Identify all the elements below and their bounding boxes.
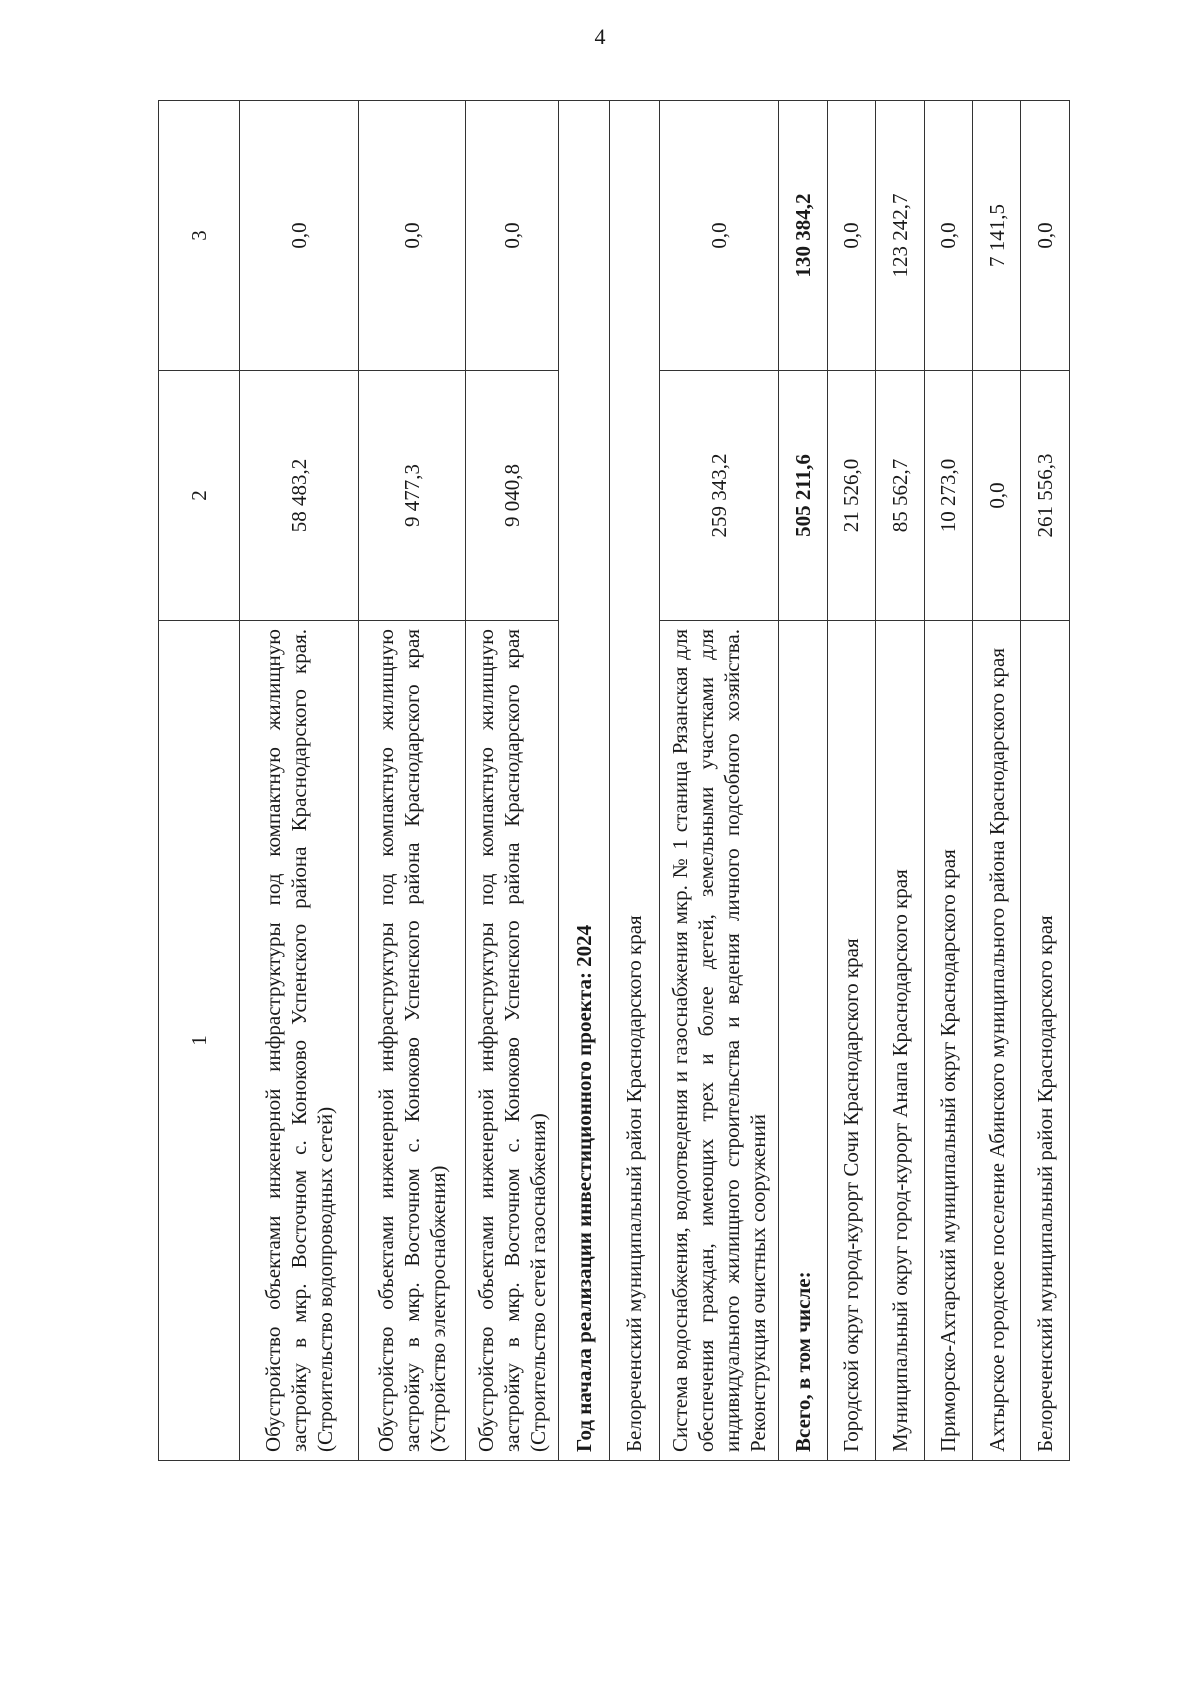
row-col2: 9 040,8 [466, 371, 559, 621]
section-row [609, 101, 659, 1461]
row-col2: 259 343,2 [660, 371, 779, 621]
row-name: Приморско-Ахтарский муниципальный округ Краснодарского края [924, 621, 972, 1461]
row-col3: 0,0 [359, 101, 466, 371]
table-row [827, 101, 875, 1461]
header-col-2: 2 [159, 371, 240, 621]
header-col-1: 1 [159, 621, 240, 1461]
row-col2: 9 477,3 [359, 371, 466, 621]
table-row [1021, 101, 1070, 1461]
table-row [466, 101, 559, 1461]
row-name: Муниципальный округ город-курорт Анапа Краснодарского края [876, 621, 924, 1461]
row-name: Городской округ город-курорт Сочи Краснодарского края [827, 621, 875, 1461]
table-row [240, 101, 359, 1461]
row-name: Обустройство объектами инженерной инфраструктуры под компактную жилищную застройку в мкр. Восточном с. Коноково Успенского района Краснодарского края (Устройство электроснабжения) [359, 621, 466, 1461]
row-col2: 261 556,3 [1021, 371, 1070, 621]
row-col2: 85 562,7 [876, 371, 924, 621]
table-row [876, 101, 924, 1461]
row-name: Ахтырское городское поселение Абинского муниципального района Краснодарского края [972, 621, 1020, 1461]
row-name: Белореченский муниципальный район Краснодарского края [1021, 621, 1070, 1461]
budget-table [158, 100, 1070, 1461]
row-name: Обустройство объектами инженерной инфраструктуры под компактную жилищную застройку в мкр. Восточном с. Коноково Успенского района Краснодарского края. (Строительство водопроводных сетей) [240, 621, 359, 1461]
row-col2: 58 483,2 [240, 371, 359, 621]
table-row [924, 101, 972, 1461]
rotated-table-frame [158, 101, 1070, 1461]
table-row [359, 101, 466, 1461]
row-col2: 10 273,0 [924, 371, 972, 621]
row-col2: 0,0 [972, 371, 1020, 621]
table-row [660, 101, 779, 1461]
row-col3: 0,0 [660, 101, 779, 371]
row-col3: 0,0 [827, 101, 875, 371]
row-name: Система водоснабжения, водоотведения и газоснабжения мкр. № 1 станица Рязанская для обеспечения граждан, имеющих трех и более детей, земельными участками для индивидуального жилищного строительства и ведения личного подсобного хозяйства. Реконструкция очистных сооружений [660, 621, 779, 1461]
header-col-3: 3 [159, 101, 240, 371]
section-title: Год начала реализации инвестиционного проекта: 2024 [559, 101, 609, 1461]
row-col3: 0,0 [466, 101, 559, 371]
header-row [159, 101, 240, 1461]
row-col3: 0,0 [1021, 101, 1070, 371]
total-col3: 130 384,2 [779, 101, 827, 371]
total-row [779, 101, 827, 1461]
total-label: Всего, в том числе: [779, 621, 827, 1461]
page-number: 4 [594, 24, 606, 49]
total-col2: 505 211,6 [779, 371, 827, 621]
row-col3: 7 141,5 [972, 101, 1020, 371]
row-col3: 0,0 [240, 101, 359, 371]
row-col3: 123 242,7 [876, 101, 924, 371]
section-row [559, 101, 609, 1461]
row-name: Обустройство объектами инженерной инфраструктуры под компактную жилищную застройку в мкр. Восточном с. Коноково Успенского района Краснодарского края (Строительство сетей газоснабжения) [466, 621, 559, 1461]
section-district: Белореченский муниципальный район Краснодарского края [609, 101, 659, 1461]
table-row [972, 101, 1020, 1461]
row-col3: 0,0 [924, 101, 972, 371]
row-col2: 21 526,0 [827, 371, 875, 621]
